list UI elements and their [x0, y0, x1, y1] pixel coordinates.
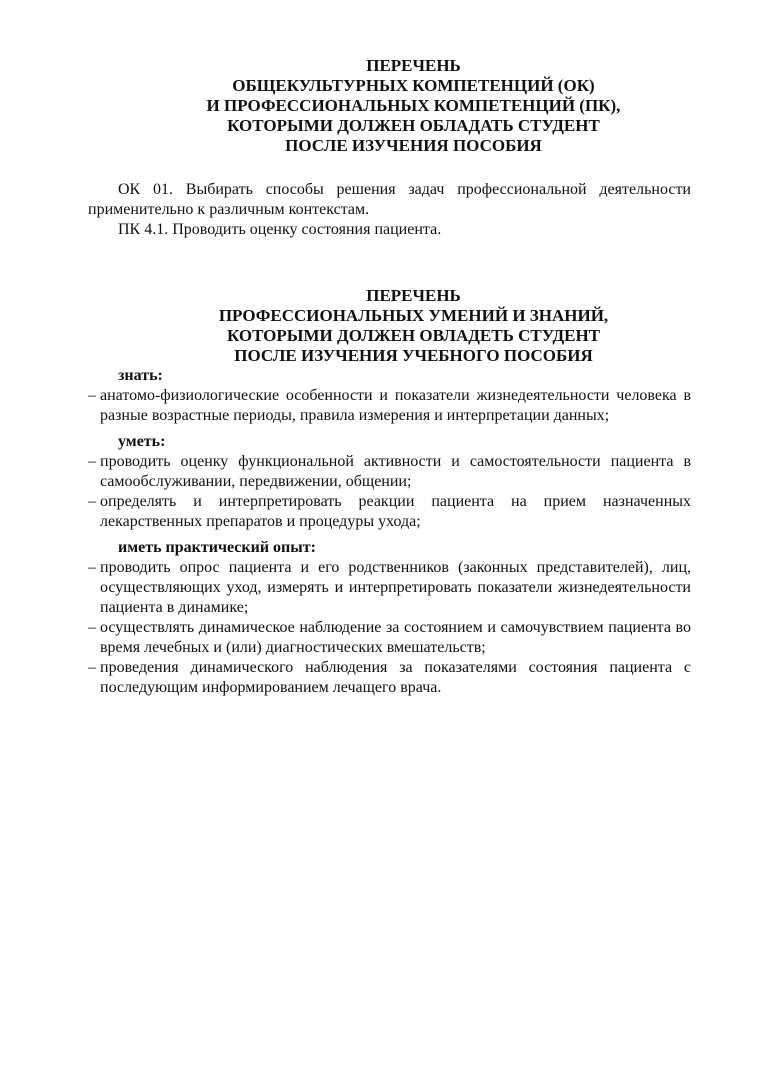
skills-body [88, 366, 691, 698]
heading-line: ПЕРЕЧЕНЬ [366, 56, 461, 75]
heading-line: КОТОРЫМИ ДОЛЖЕН ОВЛАДЕТЬ СТУДЕНТ [226, 326, 601, 345]
list-item: – проводить оценку функциональной активности и самостоятельности пациента в самообслуживании, передвижении, общении; [88, 452, 691, 492]
competency-ok01: ОК 01. Выбирать способы решения задач профессиональной деятельности применительно к различным контекстам. [88, 181, 691, 218]
heading-line: ОБЩЕКУЛЬТУРНЫХ КОМПЕТЕНЦИЙ (ОК) [232, 76, 595, 95]
experience-label: иметь практический опыт: [118, 539, 316, 556]
list-item: – анатомо-физиологические особенности и показатели жизнедеятельности человека в разные возрастные периоды, правила измерения и интерпретации данных; [88, 386, 691, 426]
experience-list [88, 558, 691, 698]
heading-line: ПЕРЕЧЕНЬ [366, 286, 461, 305]
list-item: – определять и интерпретировать реакции пациента на прием назначенных лекарственных препаратов и процедуры ухода; [88, 492, 691, 532]
heading-line: ПОСЛЕ ИЗУЧЕНИЯ УЧЕБНОГО ПОСОБИЯ [234, 346, 593, 365]
list-item: – проведения динамического наблюдения за показателями состояния пациента с последующим информированием лечащего врача. [88, 658, 691, 698]
know-label: знать: [118, 367, 163, 384]
competencies-list [88, 180, 691, 240]
skills-heading [88, 240, 691, 366]
list-item: – осуществлять динамическое наблюдение за состоянием и самочувствием пациента во время лечебных и (или) диагностических вмешательств; [88, 618, 691, 658]
heading-line: ПРОФЕССИОНАЛЬНЫХ УМЕНИЙ И ЗНАНИЙ, [218, 306, 609, 325]
heading-line: ПОСЛЕ ИЗУЧЕНИЯ ПОСОБИЯ [285, 136, 542, 155]
competencies-heading [88, 0, 691, 156]
heading-line: И ПРОФЕССИОНАЛЬНЫХ КОМПЕТЕНЦИЙ (ПК), [206, 96, 621, 115]
list-item: – проводить опрос пациента и его родственников (законных представителей), лиц, осуществляющих уход, измерять и интерпретировать показатели жизнедеятельности пациента в динамике; [88, 558, 691, 618]
heading-line: КОТОРЫМИ ДОЛЖЕН ОБЛАДАТЬ СТУДЕНТ [227, 116, 600, 135]
know-list [88, 386, 691, 426]
able-list [88, 452, 691, 532]
able-label: уметь: [118, 433, 166, 450]
competency-pk41: ПК 4.1. Проводить оценку состояния пациента. [118, 221, 442, 238]
